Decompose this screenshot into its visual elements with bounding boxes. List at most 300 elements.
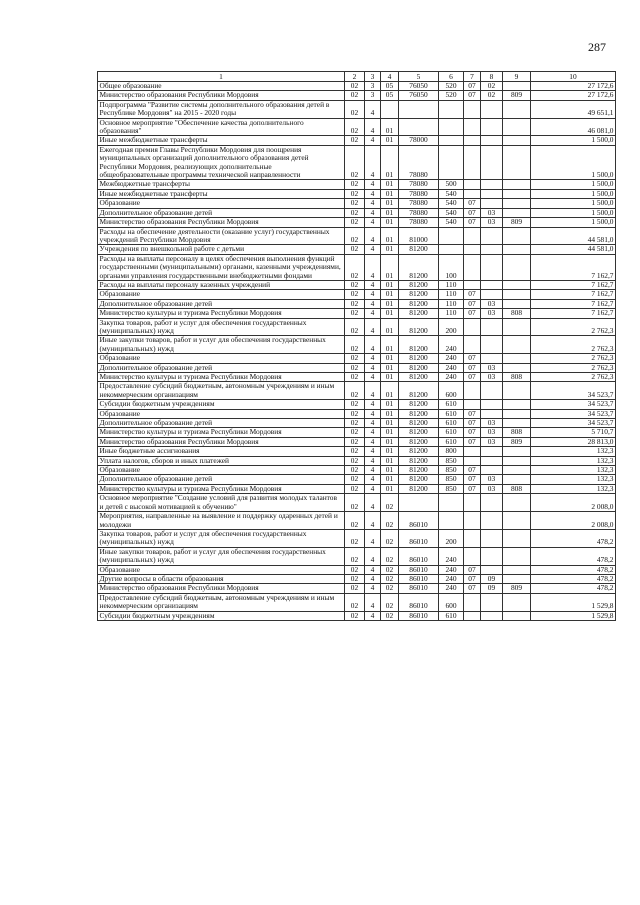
row-code: 4 — [365, 309, 381, 318]
row-code: 110 — [439, 290, 464, 299]
row-code: 02 — [345, 82, 365, 91]
table-row — [98, 299, 616, 308]
row-amount: 34 523,7 — [531, 419, 616, 428]
row-code — [481, 494, 503, 512]
row-code — [503, 419, 531, 428]
row-description: Расходы на обеспечение деятельности (оказание услуг) государственных учреждений Республики Мордовия — [98, 227, 345, 245]
row-code — [481, 382, 503, 400]
row-code: 02 — [345, 354, 365, 363]
row-code: 02 — [345, 318, 365, 336]
row-code: 4 — [365, 245, 381, 254]
table-row — [98, 354, 616, 363]
row-code: 01 — [381, 363, 399, 372]
row-amount: 1 500,0 — [531, 145, 616, 180]
table-row — [98, 547, 616, 565]
row-code: 81200 — [399, 280, 439, 289]
row-code: 07 — [464, 565, 481, 574]
row-code: 01 — [381, 254, 399, 280]
row-code: 240 — [439, 574, 464, 583]
row-code — [464, 100, 481, 118]
row-description: Министерство культуры и туризма Республики Мордовия — [98, 373, 345, 382]
row-code — [464, 456, 481, 465]
row-code: 4 — [365, 118, 381, 136]
row-code: 4 — [365, 565, 381, 574]
row-amount: 132,3 — [531, 456, 616, 465]
column-header: 4 — [381, 72, 399, 82]
row-code: 4 — [365, 494, 381, 512]
row-code: 610 — [439, 437, 464, 446]
row-code: 240 — [439, 336, 464, 354]
row-code: 02 — [381, 593, 399, 611]
row-code — [464, 547, 481, 565]
row-code — [503, 494, 531, 512]
row-code: 610 — [439, 611, 464, 620]
row-code — [464, 336, 481, 354]
row-description: Расходы на выплаты персоналу казенных учреждений — [98, 280, 345, 289]
row-code — [464, 245, 481, 254]
row-amount: 27 172,6 — [531, 91, 616, 100]
row-code: 07 — [464, 82, 481, 91]
row-description: Дополнительное образование детей — [98, 208, 345, 217]
row-code: 02 — [381, 584, 399, 593]
row-code — [481, 199, 503, 208]
row-amount: 44 581,0 — [531, 245, 616, 254]
row-code: 540 — [439, 208, 464, 217]
row-amount: 2 762,3 — [531, 354, 616, 363]
table-row — [98, 456, 616, 465]
row-code: 4 — [365, 409, 381, 418]
row-code: 02 — [345, 593, 365, 611]
row-code: 809 — [503, 91, 531, 100]
row-code: 610 — [439, 419, 464, 428]
table-row — [98, 82, 616, 91]
row-code: 01 — [381, 118, 399, 136]
row-code: 86010 — [399, 611, 439, 620]
row-code: 02 — [345, 218, 365, 227]
column-header: 3 — [365, 72, 381, 82]
row-code — [464, 529, 481, 547]
row-code: 02 — [345, 584, 365, 593]
row-code: 78080 — [399, 180, 439, 189]
row-code: 01 — [381, 227, 399, 245]
row-code: 09 — [481, 574, 503, 583]
row-code: 4 — [365, 227, 381, 245]
row-code: 81200 — [399, 309, 439, 318]
row-code — [481, 354, 503, 363]
row-description: Уплата налогов, сборов и иных платежей — [98, 456, 345, 465]
row-code — [503, 574, 531, 583]
row-code: 610 — [439, 400, 464, 409]
row-description: Министерство образования Республики Мордовия — [98, 218, 345, 227]
row-amount: 34 523,7 — [531, 409, 616, 418]
row-amount: 34 523,7 — [531, 382, 616, 400]
row-code: 86010 — [399, 584, 439, 593]
row-code: 78080 — [399, 208, 439, 217]
row-code: 03 — [481, 437, 503, 446]
row-code — [503, 447, 531, 456]
row-code — [464, 611, 481, 620]
row-code: 01 — [381, 466, 399, 475]
row-code — [481, 290, 503, 299]
row-code: 01 — [381, 318, 399, 336]
column-header: 5 — [399, 72, 439, 82]
row-code: 03 — [481, 208, 503, 217]
row-amount: 27 172,6 — [531, 82, 616, 91]
row-code — [481, 180, 503, 189]
row-code: 81200 — [399, 363, 439, 372]
row-code: 02 — [345, 456, 365, 465]
row-code — [399, 494, 439, 512]
row-description: Расходы на выплаты персоналу в целях обеспечения выполнения функций государственными (муниципальными) органами, казенными учреждениями, органами управления государственными внебюджетными фондами — [98, 254, 345, 280]
row-code: 4 — [365, 180, 381, 189]
row-code: 850 — [439, 484, 464, 493]
row-code: 4 — [365, 373, 381, 382]
row-code: 02 — [345, 400, 365, 409]
row-code: 02 — [345, 100, 365, 118]
row-code — [464, 145, 481, 180]
row-description: Образование — [98, 199, 345, 208]
row-description: Образование — [98, 466, 345, 475]
table-row — [98, 382, 616, 400]
row-code: 86010 — [399, 547, 439, 565]
row-code: 81200 — [399, 400, 439, 409]
row-code — [503, 280, 531, 289]
row-description: Подпрограмма "Развитие системы дополнительного образования детей в Республике Мордовия" на 2015 - 2020 годы — [98, 100, 345, 118]
row-code: 02 — [345, 199, 365, 208]
row-code: 09 — [481, 584, 503, 593]
row-code: 76050 — [399, 82, 439, 91]
row-description: Предоставление субсидий бюджетным, автономным учреждениям и иным некоммерческим организациям — [98, 382, 345, 400]
row-code: 07 — [464, 437, 481, 446]
row-code: 78080 — [399, 145, 439, 180]
row-code — [503, 363, 531, 372]
row-code: 03 — [481, 218, 503, 227]
row-amount: 7 162,7 — [531, 309, 616, 318]
table-row — [98, 494, 616, 512]
row-code: 07 — [464, 373, 481, 382]
table-row — [98, 593, 616, 611]
table-row — [98, 91, 616, 100]
row-code: 01 — [381, 189, 399, 198]
row-code — [481, 280, 503, 289]
row-code: 81200 — [399, 290, 439, 299]
row-description: Основное мероприятие "Создание условий для развития молодых талантов и детей с высокой мотивацией к обучению" — [98, 494, 345, 512]
row-code: 02 — [345, 227, 365, 245]
row-code: 01 — [381, 245, 399, 254]
row-code: 02 — [345, 494, 365, 512]
page-number: 287 — [588, 40, 606, 54]
row-code — [439, 512, 464, 530]
table-row — [98, 136, 616, 145]
row-code: 05 — [381, 82, 399, 91]
row-code: 07 — [464, 584, 481, 593]
row-code — [464, 280, 481, 289]
row-code: 01 — [381, 136, 399, 145]
row-code — [464, 180, 481, 189]
row-description: Предоставление субсидий бюджетным, автономным учреждениям и иным некоммерческим организациям — [98, 593, 345, 611]
row-code: 02 — [345, 574, 365, 583]
row-code: 01 — [381, 437, 399, 446]
row-code: 01 — [381, 373, 399, 382]
row-description: Закупка товаров, работ и услуг для обеспечения государственных (муниципальных) нужд — [98, 318, 345, 336]
row-amount: 1 500,0 — [531, 208, 616, 217]
row-description: Дополнительное образование детей — [98, 299, 345, 308]
row-code: 07 — [464, 484, 481, 493]
row-code: 02 — [381, 565, 399, 574]
row-code — [503, 245, 531, 254]
table-row — [98, 227, 616, 245]
row-code: 02 — [345, 419, 365, 428]
row-code: 07 — [464, 199, 481, 208]
row-code: 86010 — [399, 574, 439, 583]
row-code: 02 — [345, 484, 365, 493]
row-code: 240 — [439, 363, 464, 372]
row-code — [481, 227, 503, 245]
row-code: 4 — [365, 447, 381, 456]
row-code — [481, 565, 503, 574]
row-code: 81200 — [399, 409, 439, 418]
column-header: 9 — [503, 72, 531, 82]
row-code: 4 — [365, 145, 381, 180]
row-code: 03 — [481, 428, 503, 437]
table-row — [98, 189, 616, 198]
row-code: 4 — [365, 218, 381, 227]
table-row — [98, 336, 616, 354]
row-code: 01 — [381, 299, 399, 308]
row-description: Дополнительное образование детей — [98, 419, 345, 428]
budget-table — [97, 71, 616, 621]
row-code: 07 — [464, 475, 481, 484]
row-code: 01 — [381, 309, 399, 318]
row-amount: 2 008,0 — [531, 512, 616, 530]
row-code: 02 — [345, 145, 365, 180]
row-code — [439, 494, 464, 512]
row-amount: 1 500,0 — [531, 189, 616, 198]
table-row — [98, 145, 616, 180]
row-code: 110 — [439, 299, 464, 308]
row-code — [439, 118, 464, 136]
row-code: 02 — [381, 547, 399, 565]
row-code: 110 — [439, 309, 464, 318]
row-amount: 5 710,7 — [531, 428, 616, 437]
row-code: 02 — [345, 611, 365, 620]
row-code — [503, 82, 531, 91]
row-amount: 132,3 — [531, 447, 616, 456]
row-code: 4 — [365, 484, 381, 493]
row-code: 600 — [439, 593, 464, 611]
row-code — [464, 512, 481, 530]
row-code: 01 — [381, 475, 399, 484]
table-row — [98, 574, 616, 583]
table-row — [98, 290, 616, 299]
row-code — [439, 245, 464, 254]
row-code: 81200 — [399, 382, 439, 400]
row-amount: 1 529,8 — [531, 611, 616, 620]
row-code: 78000 — [399, 136, 439, 145]
row-code: 07 — [464, 574, 481, 583]
row-code — [481, 409, 503, 418]
row-description: Образование — [98, 290, 345, 299]
row-code: 4 — [365, 189, 381, 198]
row-amount: 132,3 — [531, 466, 616, 475]
row-code: 02 — [381, 611, 399, 620]
row-amount: 7 162,7 — [531, 254, 616, 280]
row-code: 02 — [345, 437, 365, 446]
row-code — [481, 189, 503, 198]
row-code: 01 — [381, 428, 399, 437]
row-code: 02 — [345, 118, 365, 136]
row-code — [503, 254, 531, 280]
row-code — [503, 189, 531, 198]
table-row — [98, 475, 616, 484]
row-code: 76050 — [399, 91, 439, 100]
row-code — [503, 400, 531, 409]
row-code: 520 — [439, 91, 464, 100]
row-code: 4 — [365, 529, 381, 547]
row-code — [481, 336, 503, 354]
row-amount: 2 762,3 — [531, 318, 616, 336]
row-code: 81200 — [399, 447, 439, 456]
row-code: 01 — [381, 456, 399, 465]
table-row — [98, 208, 616, 217]
row-code: 800 — [439, 447, 464, 456]
row-code: 4 — [365, 208, 381, 217]
row-code — [503, 611, 531, 620]
row-code: 850 — [439, 456, 464, 465]
row-code: 02 — [345, 136, 365, 145]
table-row — [98, 437, 616, 446]
row-amount: 7 162,7 — [531, 290, 616, 299]
row-amount: 1 500,0 — [531, 180, 616, 189]
row-code: 4 — [365, 428, 381, 437]
row-code: 01 — [381, 145, 399, 180]
table-row — [98, 100, 616, 118]
table-row — [98, 118, 616, 136]
row-code — [464, 593, 481, 611]
table-row — [98, 409, 616, 418]
row-code — [481, 118, 503, 136]
row-code: 81200 — [399, 254, 439, 280]
row-amount: 478,2 — [531, 565, 616, 574]
row-code: 02 — [481, 91, 503, 100]
row-code: 02 — [381, 494, 399, 512]
row-code: 540 — [439, 218, 464, 227]
row-code: 02 — [345, 189, 365, 198]
row-amount: 46 081,0 — [531, 118, 616, 136]
row-code — [481, 547, 503, 565]
row-code — [503, 529, 531, 547]
row-code: 02 — [345, 245, 365, 254]
row-code — [464, 189, 481, 198]
column-header: 6 — [439, 72, 464, 82]
row-description: Образование — [98, 565, 345, 574]
row-code: 100 — [439, 254, 464, 280]
row-code: 02 — [481, 82, 503, 91]
row-description: Мероприятия, направленные на выявление и поддержку одаренных детей и молодежи — [98, 512, 345, 530]
table-row — [98, 466, 616, 475]
row-code — [439, 145, 464, 180]
row-code — [503, 382, 531, 400]
row-amount: 132,3 — [531, 484, 616, 493]
row-code: 07 — [464, 354, 481, 363]
row-code: 01 — [381, 199, 399, 208]
row-code: 07 — [464, 208, 481, 217]
row-code: 03 — [481, 309, 503, 318]
row-code: 02 — [345, 547, 365, 565]
row-code: 03 — [481, 419, 503, 428]
table-row — [98, 447, 616, 456]
row-code: 4 — [365, 400, 381, 409]
column-header: 10 — [531, 72, 616, 82]
table-row — [98, 428, 616, 437]
table-row — [98, 419, 616, 428]
row-amount: 7 162,7 — [531, 299, 616, 308]
row-code: 81200 — [399, 428, 439, 437]
row-code: 02 — [345, 373, 365, 382]
row-code: 01 — [381, 400, 399, 409]
row-code — [503, 118, 531, 136]
row-code — [481, 529, 503, 547]
row-code: 07 — [464, 309, 481, 318]
row-amount: 1 529,8 — [531, 593, 616, 611]
row-description: Министерство образования Республики Мордовия — [98, 584, 345, 593]
table-row — [98, 254, 616, 280]
row-code: 240 — [439, 354, 464, 363]
row-code: 07 — [464, 218, 481, 227]
row-code: 02 — [345, 91, 365, 100]
table-row — [98, 565, 616, 574]
row-code — [464, 318, 481, 336]
header-row — [98, 72, 616, 82]
row-code — [464, 227, 481, 245]
row-code — [503, 100, 531, 118]
row-code: 240 — [439, 565, 464, 574]
row-description: Иные бюджетные ассигнования — [98, 447, 345, 456]
row-code: 4 — [365, 584, 381, 593]
row-code: 4 — [365, 593, 381, 611]
row-code — [464, 254, 481, 280]
row-code — [439, 100, 464, 118]
row-code — [481, 447, 503, 456]
row-code: 240 — [439, 547, 464, 565]
row-code: 01 — [381, 447, 399, 456]
row-code: 81200 — [399, 373, 439, 382]
row-code — [464, 447, 481, 456]
row-description: Министерство культуры и туризма Республики Мордовия — [98, 309, 345, 318]
row-code: 4 — [365, 254, 381, 280]
row-code — [481, 254, 503, 280]
row-code: 4 — [365, 512, 381, 530]
row-amount: 2 008,0 — [531, 494, 616, 512]
row-amount: 478,2 — [531, 529, 616, 547]
row-code: 850 — [439, 475, 464, 484]
row-code — [399, 118, 439, 136]
table-row — [98, 363, 616, 372]
column-header: 8 — [481, 72, 503, 82]
row-code: 808 — [503, 373, 531, 382]
table-row — [98, 318, 616, 336]
row-amount: 478,2 — [531, 584, 616, 593]
row-code: 03 — [481, 373, 503, 382]
row-description: Образование — [98, 354, 345, 363]
row-amount: 1 500,0 — [531, 199, 616, 208]
row-code: 02 — [345, 529, 365, 547]
table-row — [98, 245, 616, 254]
row-code: 01 — [381, 180, 399, 189]
table-row — [98, 584, 616, 593]
row-description: Иные межбюджетные трансферты — [98, 136, 345, 145]
row-code: 81200 — [399, 475, 439, 484]
